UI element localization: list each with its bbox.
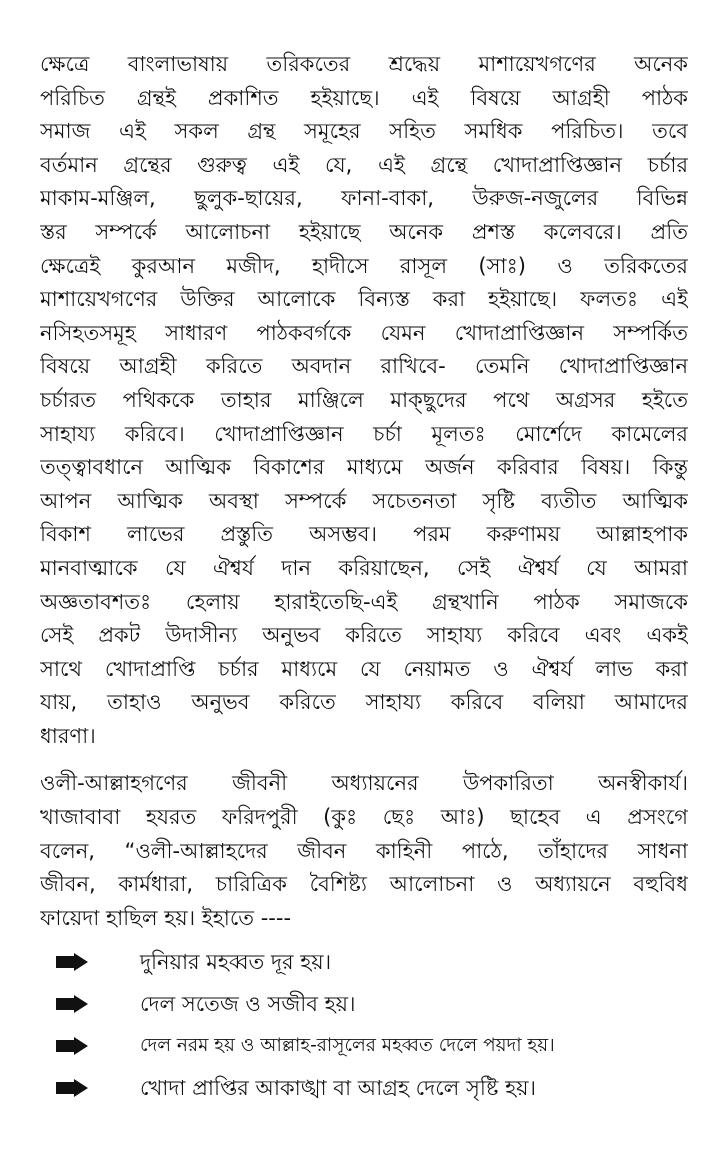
bullet-item — [40, 941, 688, 983]
paragraph-spacer — [40, 753, 688, 767]
right-arrow-icon — [56, 1079, 88, 1097]
bullet-item — [40, 983, 688, 1025]
bullet-text: দেল সতেজ ও সজীব হয়। — [140, 992, 356, 1017]
paragraph-1 — [40, 48, 688, 753]
paragraph-1-line: সেই প্রকট উদাসীন্য অনুভব করিতে সাহায্য করিবে এবং একই — [40, 623, 688, 648]
bullet-item — [40, 1067, 688, 1109]
paragraph-2-line: ওলী-আল্লাহগণের জীবনী অধ্যায়নের উপকারিতা অনস্বীকার্য। — [40, 771, 688, 796]
document-page — [40, 48, 688, 1109]
paragraph-1-line: সাথে খোদাপ্রাপ্তি চর্চার মাধ্যমে যে নেয়ামত ও ঐশ্বর্য লাভ করা — [40, 656, 688, 681]
paragraph-2-line: খাজাবাবা হযরত ফরিদপুরী (কুঃ ছেঃ আঃ) ছাহেব এ প্রসংগে — [40, 805, 688, 830]
paragraph-1-line: বিকাশ লাভের প্রস্তুতি অসম্ভব। পরম করুণাময় আল্লাহপাক — [40, 522, 688, 547]
right-arrow-icon — [56, 953, 88, 971]
paragraph-1-line: বর্তমান গ্রন্থের গুরুত্ব এই যে, এই গ্রন্থে খোদাপ্রাপ্তিজ্ঞান চর্চার — [40, 152, 688, 177]
paragraph-1-line: ক্ষেত্রেই কুরআন মজীদ, হাদীসে রাসূল (সাঃ) ও তরিকতের — [40, 253, 688, 278]
paragraph-2 — [40, 767, 688, 935]
paragraph-1-line: পরিচিত গ্রন্থই প্রকাশিত হইয়াছে। এই বিষয়ে আগ্রহী পাঠক — [40, 85, 688, 110]
bullet-text: খোদা প্রাপ্তির আকাঙ্খা বা আগ্রহ দেলে সৃষ্টি হয়। — [140, 1076, 537, 1101]
paragraph-1-line: সাহায্য করিবে। খোদাপ্রাপ্তিজ্ঞান চর্চা মূলতঃ মোর্শেদে কামেলের — [40, 421, 688, 446]
paragraph-1-line: আপন আত্মিক অবস্থা সম্পর্কে সচেতনতা সৃষ্টি ব্যতীত আত্মিক — [40, 488, 688, 513]
paragraph-1-line: স্তর সম্পর্কে আলোচনা হইয়াছে অনেক প্রশস্ত কলেবরে। প্রতি — [40, 219, 688, 244]
paragraph-1-line: মাকাম-মঞ্জিল, ছুলুক-ছায়ের, ফানা-বাকা, উরুজ-নজুলের বিভিন্ন — [40, 186, 688, 211]
paragraph-1-line: চর্চারত পথিককে তাহার মাঞ্জিলে মাক্ছুদের পথে অগ্রসর হইতে — [40, 387, 688, 412]
paragraph-1-line: অজ্ঞতাবশতঃ হেলায় হারাইতেছি-এই গ্রন্থখানি পাঠক সমাজকে — [40, 589, 688, 614]
bullet-item — [40, 1025, 688, 1067]
bullet-text: দুনিয়ার মহব্বত দূর হয়। — [140, 950, 332, 975]
paragraph-1-line: ধারণা। — [40, 723, 96, 748]
paragraph-1-line: মাশায়েখগণের উক্তির আলোকে বিন্যস্ত করা হইয়াছে। ফলতঃ এই — [40, 287, 688, 312]
paragraph-2-line: ফায়েদা হাছিল হয়। ইহাতে ---- — [40, 905, 292, 930]
bullet-list — [40, 941, 688, 1109]
right-arrow-icon — [56, 1037, 88, 1055]
paragraph-1-line: ক্ষেত্রে বাংলাভাষায় তরিকতের শ্রদ্ধেয় মাশায়েখগণের অনেক — [40, 52, 688, 76]
paragraph-1-line: যায়, তাহাও অনুভব করিতে সাহায্য করিবে বলিয়া আমাদের — [40, 690, 688, 715]
bullet-text: দেল নরম হয় ও আল্লাহ-রাসূলের মহব্বত দেলে পয়দা হয়। — [140, 1035, 555, 1057]
paragraph-1-line: সমাজ এই সকল গ্রন্থ সমূহের সহিত সমধিক পরিচিত। তবে — [40, 119, 688, 144]
paragraph-1-line: মানবাত্মাকে যে ঐশ্বর্য দান করিয়াছেন, সেই ঐশ্বর্য যে আমরা — [40, 555, 688, 580]
paragraph-1-line: বিষয়ে আগ্রহী করিতে অবদান রাখিবে- তেমনি খোদাপ্রাপ্তিজ্ঞান — [40, 354, 688, 379]
right-arrow-icon — [56, 995, 88, 1013]
paragraph-1-line: তত্ত্বাবধানে আত্মিক বিকাশের মাধ্যমে অর্জন করিবার বিষয়। কিন্তু — [40, 455, 688, 480]
paragraph-2-line: জীবন, কার্মধারা, চারিত্রিক বৈশিষ্ট্য আলোচনা ও অধ্যায়নে বহুবিধ — [40, 872, 688, 897]
paragraph-1-line: নসিহতসমূহ সাধারণ পাঠকবর্গকে যেমন খোদাপ্রাপ্তিজ্ঞান সম্পর্কিত — [40, 320, 688, 345]
paragraph-2-line: বলেন, “ওলী-আল্লাহদের জীবন কাহিনী পাঠে, তাঁহাদের সাধনা — [40, 838, 688, 863]
